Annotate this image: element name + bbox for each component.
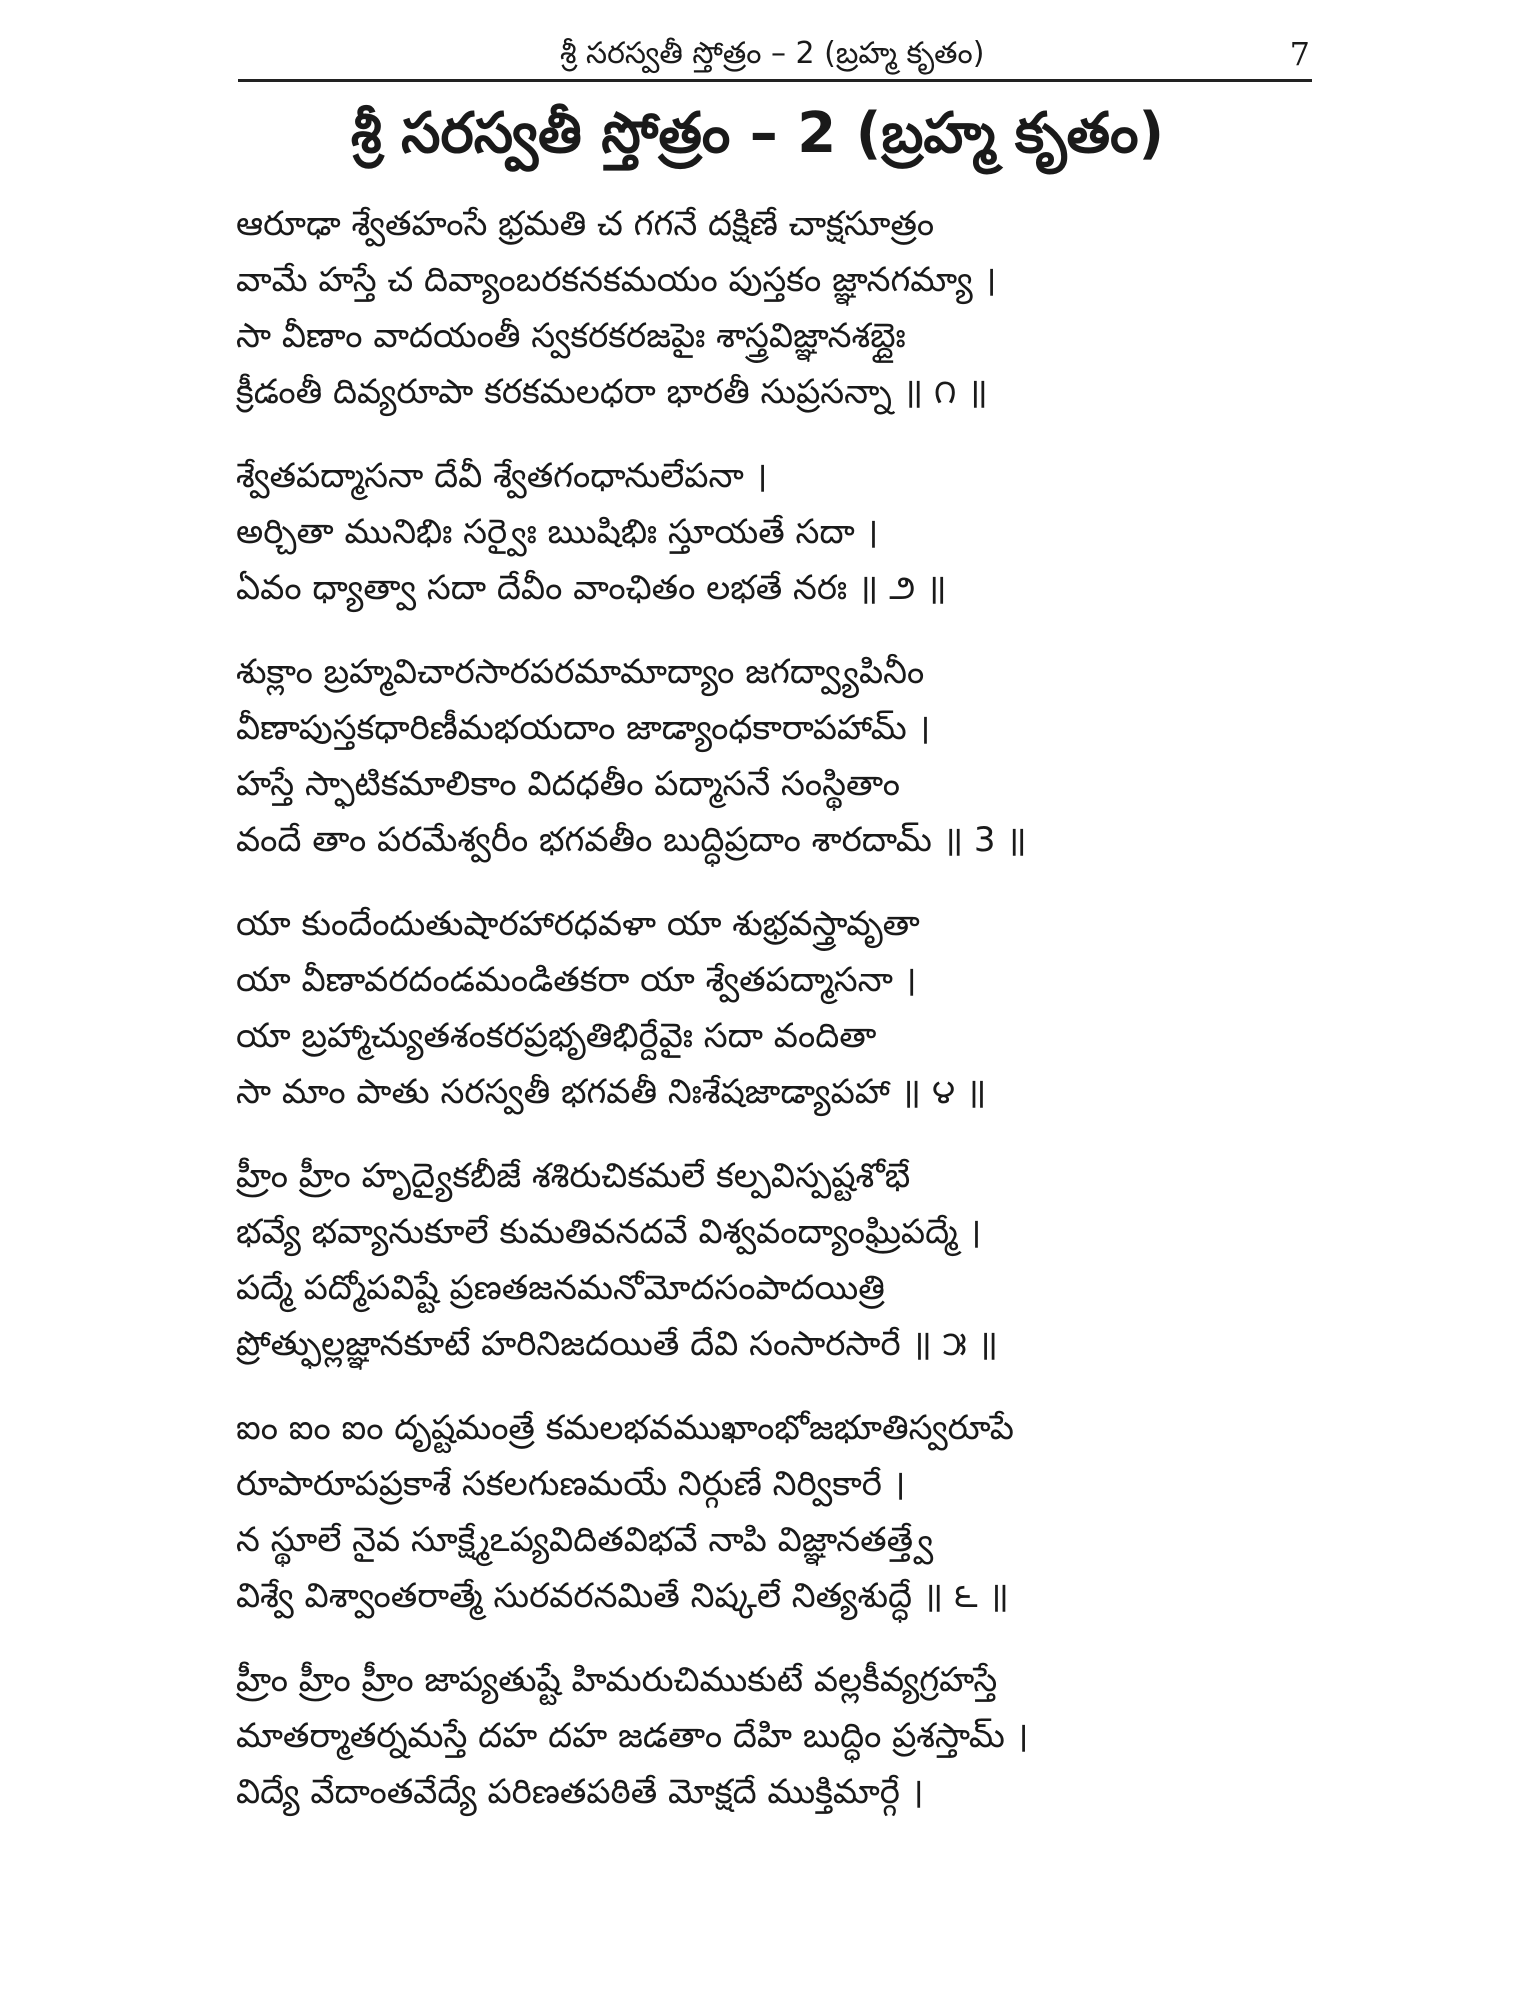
stanza-5 xyxy=(236,1148,1336,1372)
header-rule xyxy=(238,79,1312,82)
verse-line: యా బ్రహ్మాచ్యుతశంకరప్రభృతిభిర్దేవైః సదా వందితా xyxy=(236,1016,877,1056)
verse-line: ఐం ఐం ఐం దృష్టమంత్రే కమలభవముఖాంభోజభూతిస్వరూపే xyxy=(236,1408,1014,1448)
verse-line: వందే తాం పరమేశ్వరీం భగవతీం బుద్ధిప్రదాం శారదామ్ ॥ 3 ॥ xyxy=(236,820,1027,860)
verse-line: విద్యే వేదాంతవేద్యే పరిణతపఠితే మోక్షదే ముక్తిమార్గే । xyxy=(236,1772,924,1812)
verse-line: హస్తే స్ఫాటికమాలికాం విదధతీం పద్మాసనే సంస్థితాం xyxy=(236,764,901,804)
verse-line: వీణాపుస్తకధారిణీమభయదాం జాడ్యాంధకారాపహామ్ । xyxy=(236,708,931,748)
verse-line: వామే హస్తే చ దివ్యాంబరకనకమయం పుస్తకం జ్ఞానగమ్యా । xyxy=(236,260,997,300)
verse-line: శుక్లాం బ్రహ్మవిచారసారపరమామాద్యాం జగద్వ్యాపినీం xyxy=(236,652,925,692)
verse-line: ఆరూఢా శ్వేతహంసే భ్రమతి చ గగనే దక్షిణే చాక్షసూత్రం xyxy=(236,204,935,244)
stanza-3 xyxy=(236,644,1336,868)
verse-line: భవ్యే భవ్యానుకూలే కుమతివనదవే విశ్వవంద్యాంఘ్రిపద్మే । xyxy=(236,1212,982,1252)
verse-line: క్రీడంతీ దివ్యరూపా కరకమలధరా భారతీ సుప్రసన్నా ॥ ౧ ॥ xyxy=(236,372,988,412)
stanza-7 xyxy=(236,1652,1336,1820)
stanza-4 xyxy=(236,896,1336,1120)
running-header xyxy=(250,30,1310,80)
verse-line: పద్మే పద్మోపవిష్టే ప్రణతజనమనోమోదసంపాదయిత్రి xyxy=(236,1268,885,1308)
verse-line: సా మాం పాతు సరస్వతీ భగవతీ నిఃశేషజాడ్యాపహా ॥ ౪ ॥ xyxy=(236,1072,987,1112)
stanza-list xyxy=(236,196,1336,1848)
verse-line: సా వీణాం వాదయంతీ స్వకరకరజపైః శాస్త్రవిజ్ఞానశబ్దైః xyxy=(236,316,906,356)
verse-line: శ్వేతపద్మాసనా దేవీ శ్వేతగంధానులేపనా । xyxy=(236,456,768,496)
verse-line: యా కుందేందుతుషారహారధవళా యా శుభ్రవస్త్రావృతా xyxy=(236,904,920,944)
page-title: శ్రీ సరస్వతీ స్తోత్రం – 2 (బ్రహ్మ కృతం) xyxy=(350,101,1165,166)
verse-line: ఏవం ధ్యాత్వా సదా దేవీం వాంఛితం లభతే నరః ॥ ౨ ॥ xyxy=(236,568,947,608)
stanza-1 xyxy=(236,196,1336,420)
running-title: శ్రీ సరస్వతీ స్తోత్రం – 2 (బ్రహ్మ కృతం) xyxy=(560,36,985,71)
stanza-6 xyxy=(236,1400,1336,1624)
verse-line: యా వీణావరదండమండితకరా యా శ్వేతపద్మాసనా । xyxy=(236,960,917,1000)
verse-line: అర్చితా మునిభిః సర్వైః ఋషిభిః స్తూయతే సదా । xyxy=(236,512,879,552)
verse-line: మాతర్మాతర్నమస్తే దహ దహ జడతాం దేహి బుద్ధిం ప్రశస్తామ్ । xyxy=(236,1716,1029,1756)
verse-line: విశ్వే విశ్వాంతరాత్మే సురవరనమితే నిష్కలే నిత్యశుద్ధే ॥ ౬ ॥ xyxy=(236,1576,1009,1616)
verse-line: ప్రోత్ఫుల్లజ్ఞానకూటే హరినిజదయితే దేవి సంసారసారే ॥ ౫ ॥ xyxy=(236,1324,998,1364)
page-number: 7 xyxy=(1289,35,1310,73)
verse-line: హ్రీం హ్రీం హృద్యైకబీజే శశిరుచికమలే కల్పవిస్పష్టశోభే xyxy=(236,1156,911,1196)
verse-line: న స్థూలే నైవ సూక్ష్మేఽప్యవిదితవిభవే నాపి విజ్ఞానతత్త్వే xyxy=(236,1520,934,1560)
verse-line: రూపారూపప్రకాశే సకలగుణమయే నిర్గుణే నిర్వికారే । xyxy=(236,1464,906,1504)
verse-line: హ్రీం హ్రీం హ్రీం జాప్యతుష్టే హిమరుచిముకుటే వల్లకీవ్యగ్రహస్తే xyxy=(236,1660,998,1700)
stanza-2 xyxy=(236,448,1336,616)
